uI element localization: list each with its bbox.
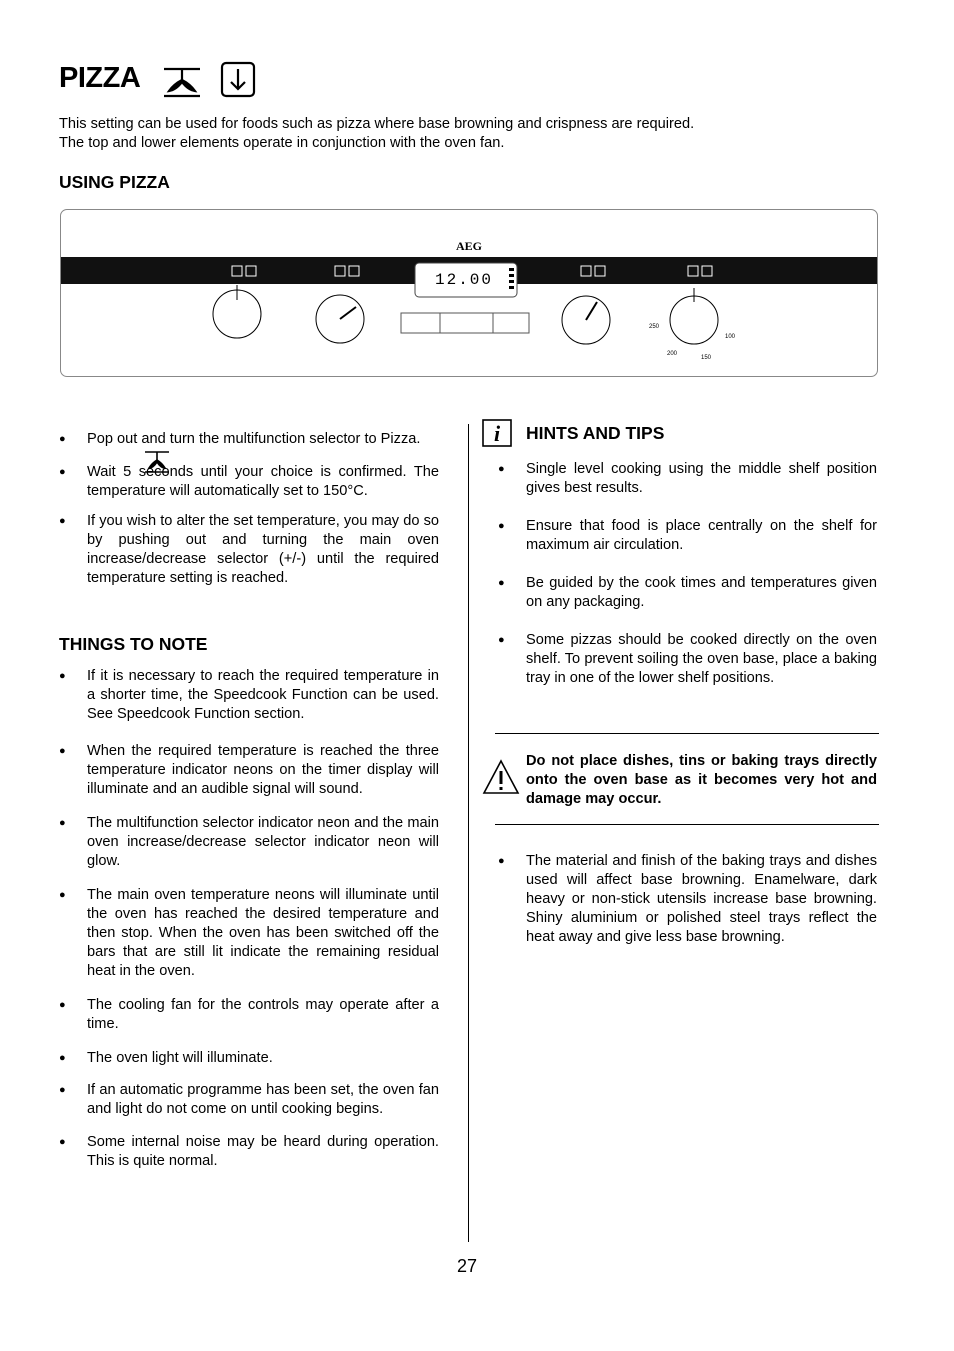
column-divider: [468, 424, 469, 1242]
notes-list: [59, 667, 439, 1171]
fan-icon: [164, 69, 200, 96]
using-steps-list: [59, 430, 439, 588]
intro-line: The top and lower elements operate in conjunction with the oven fan.: [59, 135, 505, 151]
list-item-text: Pop out and turn the multifunction selector to Pizza.: [87, 431, 421, 447]
list-item: ● Some internal noise may be heard during operation. This is quite normal.: [59, 1133, 439, 1171]
things-to-note-heading: THINGS TO NOTE: [59, 634, 208, 654]
oven-control-panel: [60, 209, 878, 377]
brand-logo: AEG: [455, 239, 483, 253]
list-item: ● When the required temperature is reached the three temperature indicator neons on the timer display will illuminate and an audible signal will sound.: [59, 742, 439, 799]
list-item: ● Wait 5 seconds until your choice is confirmed. The temperature will automatically set to 150°C.: [59, 463, 439, 501]
list-item: ● The cooling fan for the controls may operate after a time.: [59, 996, 439, 1034]
list-item: ● The multifunction selector indicator neon and the main oven increase/decrease selector indicator neon will glow.: [59, 814, 439, 871]
svg-text:i: i: [493, 421, 501, 446]
warning-rule-bottom: [495, 824, 879, 825]
list-item: ● Be guided by the cook times and temperatures given on any packaging.: [498, 574, 877, 612]
title-icons: [160, 60, 260, 105]
list-item: ● Single level cooking using the middle shelf position gives best results.: [498, 460, 877, 498]
list-item: ● If it is necessary to reach the required temperature in a shorter time, the Speedcook Function can be used. See Speedcook Function section.: [59, 667, 439, 724]
final-tip-list: [498, 852, 877, 947]
hints-and-tips-heading: HINTS AND TIPS: [526, 423, 665, 443]
list-item: ● Some pizzas should be cooked directly on the oven shelf. To prevent soiling the oven base, place a baking tray in one of the lower shelf positions.: [498, 631, 877, 688]
list-item: ● If an automatic programme has been set, the oven fan and light do not come on until cooking begins.: [59, 1081, 439, 1119]
info-icon: [482, 419, 512, 447]
increase-decrease-selector: [562, 296, 610, 344]
dial-label-100: 100: [725, 334, 736, 340]
hints-list: [498, 460, 877, 688]
control-buttons: [401, 313, 529, 333]
function-dial-1: [213, 285, 261, 338]
temperature-dial: [670, 288, 718, 344]
multifunction-selector: [316, 295, 364, 343]
list-item: ● The oven light will illuminate.: [59, 1049, 439, 1068]
list-item: ● If you wish to alter the set temperature, you may do so by pushing out and turning the main oven increase/decrease selector (+/-) until the required temperature setting is reached.: [59, 512, 439, 588]
using-pizza-heading: USING PIZZA: [59, 172, 170, 192]
display-time: 12.00: [434, 271, 494, 289]
intro-line: This setting can be used for foods such as pizza where base browning and crispness are required.: [59, 116, 695, 132]
dial-label-200: 200: [667, 351, 678, 357]
warning-icon: [482, 759, 520, 795]
page-number: 27: [457, 1256, 478, 1276]
list-item: [59, 430, 439, 449]
page-title: PIZZA: [59, 62, 141, 94]
warning-rule-top: [495, 733, 879, 734]
list-item: ● Ensure that food is place centrally on the shelf for maximum air circulation.: [498, 517, 877, 555]
intro-text: [59, 115, 859, 153]
dial-label-250: 250: [649, 324, 660, 330]
list-item: ● The main oven temperature neons will illuminate until the oven has reached the desired temperature and then stop. When the oven has been switched off the bars that are still lit indicate the remaining residual heat in the oven.: [59, 886, 439, 981]
dial-label-150: 150: [701, 355, 712, 361]
warning-text: Do not place dishes, tins or baking trays directly onto the oven base as it becomes very hot and damage may occur.: [526, 753, 877, 807]
list-item: ● The material and finish of the baking trays and dishes used will affect base browning. Enamelware, dark heavy or non-stick utensils increase base browning. Shiny aluminium or polished steel trays reflect the heat away and give less base browning.: [498, 852, 877, 947]
bottom-heat-icon: [222, 63, 254, 96]
